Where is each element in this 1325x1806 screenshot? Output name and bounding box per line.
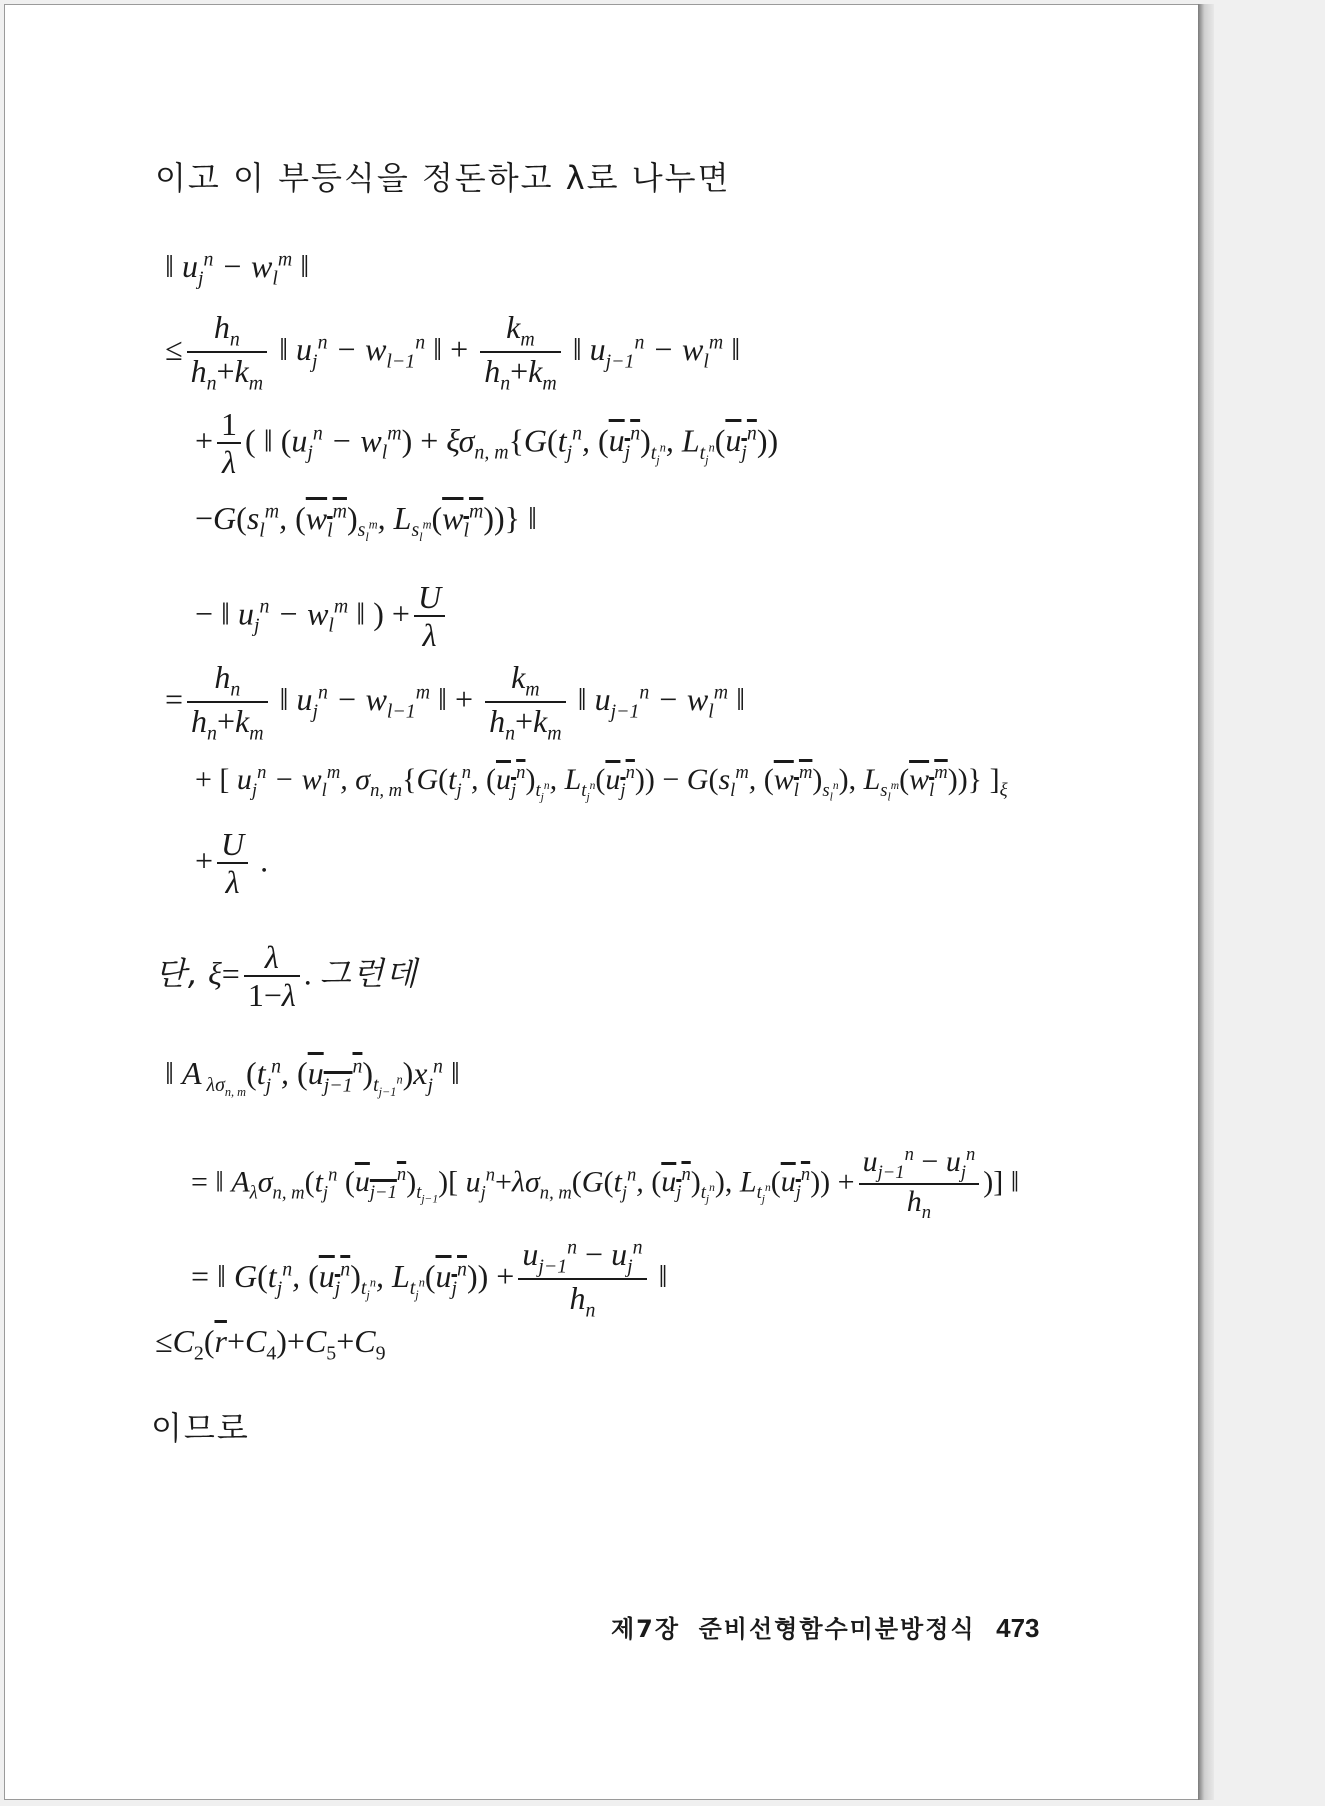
bound-line: $\le C_2(\overline{r}+C_4)+C_5+C_9$	[155, 1323, 386, 1365]
equation-eq-line-2: + [ $u_j^n - w_l^m$, $\sigma_{n, m}\{G(t_j^n$, $(u_j^n)_{t_j^n}$, $L_{t_j^n}(u_j^n)) - G(s_l^m$, $(w_l^m)_{s_l^n}$), $L_{s_l^m}(w_l^m)$)} ]$_\xi$	[195, 762, 1008, 804]
equation-ineq-line-2: + $\frac{1}{\lambda}$ ( ‖ $(u_j^n - w_l^m) + \xi\sigma_{n, m}\{G(t_j^n$, $(u_j^n)_{t_j^n}$, $L_{t_j^n}(u_j^n)$)	[195, 406, 779, 481]
equation-lhs: ‖ $u_j^n - w_l^m$ ‖	[165, 248, 310, 290]
xi-definition-line: 단, ξ= $\frac{\lambda}{1-\lambda}$ . 그런데	[155, 939, 419, 1014]
page-footer	[611, 1609, 1040, 1644]
intro-text: 이고 이 부등식을 정돈하고 λ로 나누면	[155, 159, 731, 197]
equation-eq-line-3: + $\frac{U}{\lambda}$ .	[195, 826, 269, 901]
norm-A-eq-1: = ‖ $A_\lambda\sigma_{n, m}(t_j^n$ $(u_{j-1}^n)_{t_{j-1}}$)[ $u_j^n+\lambda\sigma_{n, m}(G(t_j^n$, $(u_j^n)_{t_j^n}$), $L_{t_j^n}(u_j^n)$) + $\frac{u_{j-1}^n - u_j^n}{h_n}$ )] ‖	[191, 1144, 1020, 1224]
page-number: 473	[996, 1613, 1040, 1643]
equation-eq-line-1: = $\frac{h_n}{h_n+k_m}$ ‖ $u_j^n - w_{l-1}^m$ ‖ + $\frac{k_m}{h_n+k_m}$ ‖ $u_{j-1}^n - w_l^m$ ‖	[165, 659, 746, 745]
norm-A-lhs: ‖ A $_{\lambda\sigma_{n, m}}(t_j^n$, $(u_{j-1}^n)_{t_{j-1}^n})x_j^n$ ‖	[165, 1055, 460, 1100]
footer-title: 준비선형함수미분방정식	[698, 1615, 976, 1643]
equation-ineq-line-3: $-G(s_l^m$, $(w_l^m)_{s_l^m}$, $L_{s_l^m}(w_l^m)$)} ‖	[195, 500, 537, 545]
dan-label: 단,	[155, 954, 201, 993]
book-page	[4, 4, 1200, 1800]
geureonde-label: 그런데	[319, 954, 419, 993]
norm-A-eq-2: = ‖ $G(t_j^n$, $(u_j^n)_{t_j^n}$, $L_{t_j^n}(u_j^n)$) + $\frac{u_{j-1}^n - u_j^n}{h_n}$ ‖	[191, 1236, 668, 1322]
book-spine-edge	[1198, 4, 1214, 1800]
imeuro-text: 이므로	[151, 1409, 250, 1447]
footer-chapter: 제7장	[611, 1615, 681, 1643]
equation-ineq-line-4: − ‖ $u_j^n - w_l^m$ ‖ ) + $\frac{U}{\lambda}$	[195, 580, 449, 654]
scan-background	[1214, 0, 1325, 1806]
equation-ineq-line-1: ≤ $\frac{h_n}{h_n+k_m}$ ‖ $u_j^n - w_{l-1}^n$ ‖ + $\frac{k_m}{h_n+k_m}$ ‖ $u_{j-1}^n - w_l^m$ ‖	[165, 309, 741, 395]
